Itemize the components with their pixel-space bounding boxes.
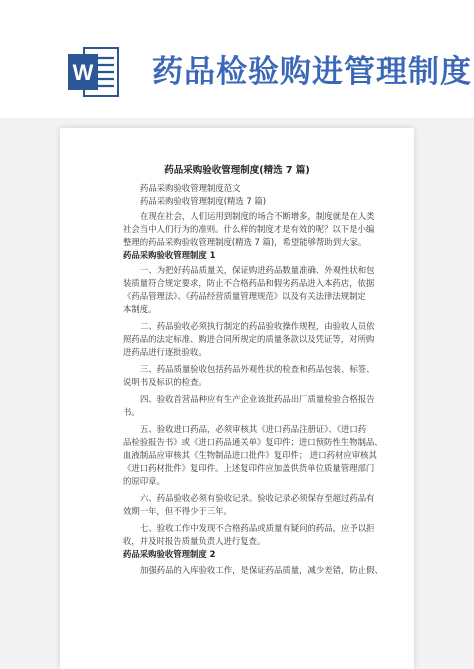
doc-line: 本制度。 <box>123 304 157 314</box>
doc-line: 装质量符合规定要求，防止不合格药品和假劣药品进入本药店，依据 <box>123 278 375 288</box>
header-banner <box>0 0 474 118</box>
doc-line: 说明书及标识的检查。 <box>123 377 207 387</box>
doc-line: 品检验报告书》或《进口药品通关单》复印件；进口预防性生物制品、 <box>123 437 383 447</box>
doc-line: 整理的药品采购验收管理制度(精选 7 篇)，希望能够帮助到大家。 <box>123 237 367 247</box>
doc-line: 《药品管理法》、《药品经营质量管理规范》以及有关法律法规制定 <box>123 291 366 301</box>
doc-line: 收，并及时报告质量负责人进行复查。 <box>123 536 266 546</box>
doc-line: 进药品进行逐批验收。 <box>123 347 207 357</box>
doc-line: 四、验收首营品种应有生产企业该批药品出厂质量检验合格报告 <box>140 394 375 404</box>
doc-line: 三、药品质量验收包括药品外观性状的检查和药品包装、标签、 <box>140 364 375 374</box>
banner-title: 药品检验购进管理制度 <box>152 54 472 90</box>
doc-line: 二、药品验收必须执行制定的药品验收操作规程，由验收人员依 <box>140 321 375 331</box>
doc-line: 七、验收工作中发现不合格药品或质量有疑问的药品，应予以拒 <box>140 523 375 533</box>
doc-line: 的原印章。 <box>123 476 165 486</box>
doc-line: 加强药品的入库验收工作，是保证药品质量，减少差错，防止假、 <box>140 565 383 575</box>
word-document-icon <box>66 44 122 100</box>
doc-line: 一、为把好药品质量关，保证购进药品数量准确、外观性状和包 <box>140 265 375 275</box>
document-page <box>60 128 414 669</box>
doc-line: 药品采购验收管理制度范文 <box>140 183 241 193</box>
doc-line: 血液制品应审核其《生物制品进口批件》复印件； 进口药材应审核其 <box>123 450 377 460</box>
doc-line: 在现在社会，人们运用到制度的场合不断增多，制度就是在人类 <box>140 211 375 221</box>
svg-text:W: W <box>72 60 94 85</box>
doc-line: 六、药品验收必须有验收记录。验收记录必须保存至超过药品有 <box>140 493 375 503</box>
doc-line: 效期一年，但不得少于三年。 <box>123 506 232 516</box>
doc-line: 照药品的法定标准、购进合同所规定的质量条款以及凭证等，对所购 <box>123 334 375 344</box>
doc-line: 五、验收进口药品，必须审核其《进口药品注册证》、《进口药 <box>140 424 367 434</box>
document-title: 药品采购验收管理制度(精选 7 篇) <box>164 165 310 176</box>
doc-line: 药品采购验收管理制度(精选 7 篇) <box>140 196 267 206</box>
doc-line: 社会当中人们行为的准则。什么样的制度才是有效的呢？以下是小编 <box>123 224 375 234</box>
doc-line: 书。 <box>123 407 140 417</box>
doc-line: 《进口药材批件》复印件。上述复印件应加盖供货单位质量管理部门 <box>123 463 375 473</box>
section-heading: 药品采购验收管理制度 1 <box>123 250 216 260</box>
section-heading: 药品采购验收管理制度 2 <box>123 549 216 559</box>
